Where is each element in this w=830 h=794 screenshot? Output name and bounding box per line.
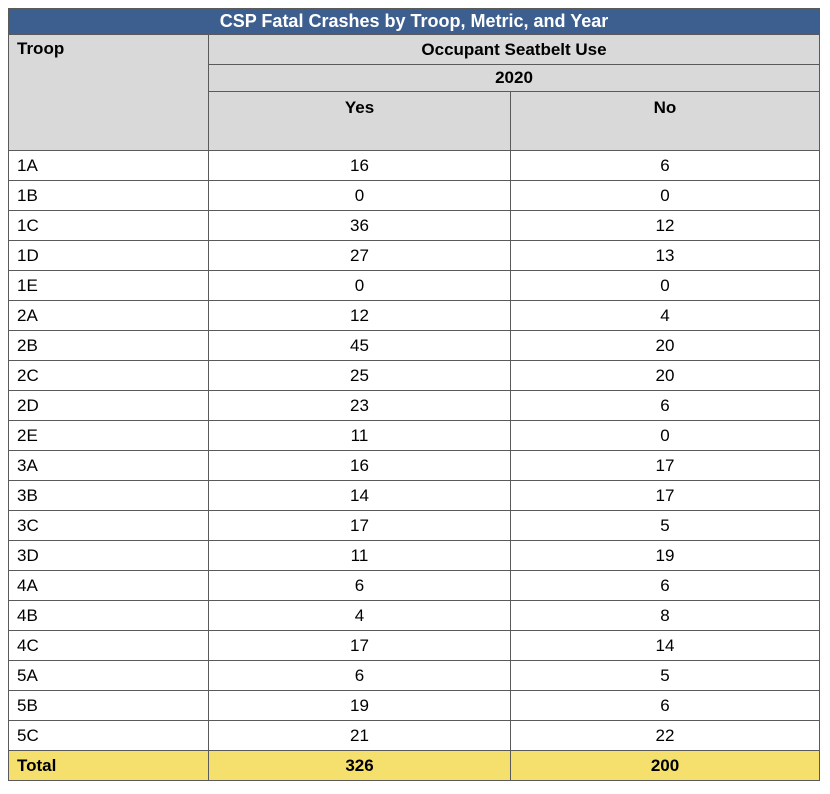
yes-cell: 27 [209,241,511,271]
no-cell: 19 [511,541,820,571]
troop-cell: 3B [9,481,209,511]
yes-cell: 19 [209,691,511,721]
yes-cell: 17 [209,511,511,541]
yes-cell: 45 [209,331,511,361]
metric-header: Occupant Seatbelt Use [209,35,820,65]
troop-cell: 5A [9,661,209,691]
troop-cell: 2A [9,301,209,331]
troop-cell: 4C [9,631,209,661]
total-yes: 326 [209,751,511,781]
table-row [9,181,820,211]
yes-cell: 16 [209,451,511,481]
no-cell: 20 [511,331,820,361]
troop-cell: 1B [9,181,209,211]
troop-cell: 2E [9,421,209,451]
troop-cell: 1D [9,241,209,271]
no-cell: 0 [511,181,820,211]
table-row [9,481,820,511]
yes-cell: 0 [209,181,511,211]
troop-cell: 1A [9,151,209,181]
total-label: Total [9,751,209,781]
no-cell: 14 [511,631,820,661]
yes-cell: 11 [209,421,511,451]
total-row [9,751,820,781]
no-cell: 6 [511,691,820,721]
table-title: CSP Fatal Crashes by Troop, Metric, and Year [9,9,820,35]
yes-cell: 6 [209,661,511,691]
fatal-crashes-table [8,8,820,781]
no-cell: 0 [511,271,820,301]
troop-cell: 4B [9,601,209,631]
table-row [9,151,820,181]
table-row [9,721,820,751]
yes-cell: 16 [209,151,511,181]
no-cell: 20 [511,361,820,391]
yes-cell: 36 [209,211,511,241]
table-row [9,241,820,271]
metric-header-row [9,35,820,65]
troop-cell: 1E [9,271,209,301]
troop-cell: 2B [9,331,209,361]
table-row [9,421,820,451]
total-no: 200 [511,751,820,781]
troop-column-header: Troop [9,35,209,151]
no-cell: 5 [511,511,820,541]
table-row [9,301,820,331]
table-row [9,541,820,571]
troop-cell: 3D [9,541,209,571]
troop-cell: 1C [9,211,209,241]
table-row [9,391,820,421]
troop-cell: 5C [9,721,209,751]
no-cell: 6 [511,571,820,601]
troop-cell: 3C [9,511,209,541]
troop-cell: 2C [9,361,209,391]
no-cell: 17 [511,481,820,511]
year-header: 2020 [209,65,820,92]
yes-cell: 11 [209,541,511,571]
title-row [9,9,820,35]
yes-cell: 6 [209,571,511,601]
table-row [9,631,820,661]
no-cell: 6 [511,151,820,181]
no-cell: 0 [511,421,820,451]
yes-cell: 12 [209,301,511,331]
yes-cell: 25 [209,361,511,391]
no-cell: 12 [511,211,820,241]
yes-cell: 4 [209,601,511,631]
table-row [9,451,820,481]
table-row [9,511,820,541]
troop-cell: 5B [9,691,209,721]
no-cell: 4 [511,301,820,331]
table-row [9,271,820,301]
table-row [9,661,820,691]
table-body [9,151,820,751]
no-cell: 13 [511,241,820,271]
table-row [9,601,820,631]
table-row [9,691,820,721]
troop-cell: 3A [9,451,209,481]
no-column-header: No [511,92,820,151]
table-row [9,211,820,241]
yes-cell: 23 [209,391,511,421]
yes-column-header: Yes [209,92,511,151]
table-row [9,571,820,601]
no-cell: 17 [511,451,820,481]
troop-cell: 2D [9,391,209,421]
yes-cell: 17 [209,631,511,661]
yes-cell: 21 [209,721,511,751]
yes-cell: 0 [209,271,511,301]
no-cell: 22 [511,721,820,751]
table-row [9,361,820,391]
no-cell: 8 [511,601,820,631]
troop-cell: 4A [9,571,209,601]
no-cell: 5 [511,661,820,691]
no-cell: 6 [511,391,820,421]
table-row [9,331,820,361]
yes-cell: 14 [209,481,511,511]
